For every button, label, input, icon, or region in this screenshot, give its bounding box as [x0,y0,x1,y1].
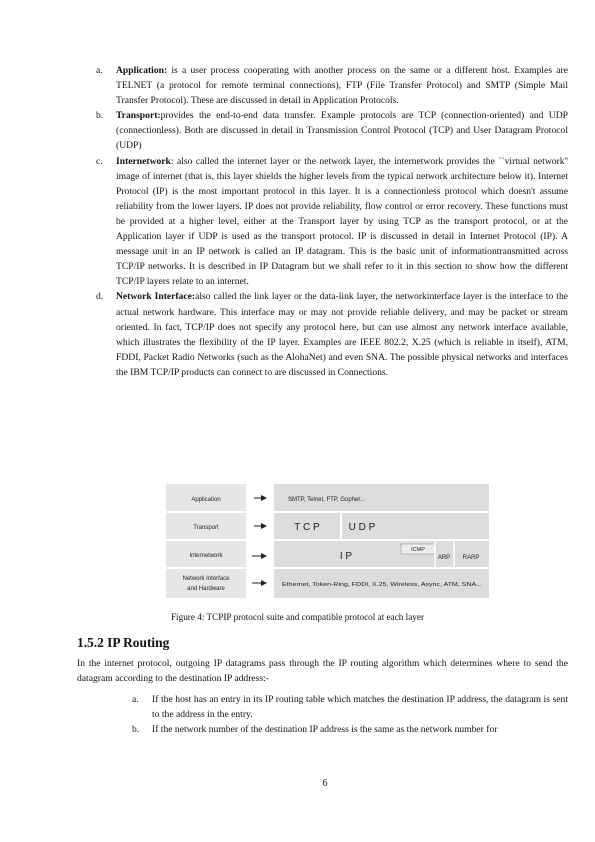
routing-step-text: If the host has an entry in its IP routing table which matches the destination IP address, the datagram is sent to the address in the entry. [152,694,568,721]
routing-steps-list [132,692,568,737]
rarp-label: RARP [462,555,480,561]
list-marker: a. [96,65,103,76]
layer-label-application: Application [191,497,221,503]
protocol-suite-diagram [166,484,489,598]
routing-step-text: If the network number of the destination IP address is the same as the network number for [152,724,498,736]
application-protocols: SMTP, Telnet, FTP, Gopher... [288,497,366,503]
layer-description: also called the link layer or the data-link layer, the networkinterface layer is the interface to the actual network hardware. This interface may or may not provide reliable delivery, and may be packet or stream oriented. In fact, TCP/IP does not specify any protocol here, but can use almost any network interface available, which illustrates the flexibility of the IP layer. Examples are IEEE 802.2, X.25 (which is reliable in itself), ATM, FDDI, Packet Radio Networks (such as the AlohaNet) and even SNA. The possible physical networks and interfaces the IBM TCP/IP products can connect to are discussed in Connections. [116,291,568,378]
layer-label-transport: Transport [193,525,219,531]
layer-term: Transport: [116,110,161,122]
ip-label: I P [339,551,353,562]
layer-label-network-interface: Network Interface [182,576,230,582]
page-number: 6 [322,778,328,789]
protocol-suite-figure [166,484,489,598]
list-item [96,108,568,153]
list-marker: c. [96,155,103,167]
layer-description: : also called the internet layer or the network layer, the internetwork provides the ``virtual network'' image of internet (that is, this layer shields the higher levels from the typical network architecture below it). Internet Protocol (IP) is the most important protocol in this layer. It is a connectionless protocol which doesn't assume reliability from the lower layers. IP does not provide reliability, flow control or error recovery. These functions must be provided at a higher level, either at the Transport layer by using TCP as the transport protocol, or at the Application layer if UDP is used as the transport protocol. IP is discussed in detail in Internet Protocol (IP). A message unit in an IP network is called an IP datagram. This is the basic unit of informationtransmitted across TCP/IP networks. It is described in IP Datagram but we shall refer to it in this section to show how the different TCP/IP layers relate to an internet. [116,155,568,288]
section-heading: 1.5.2 IP Routing [77,635,170,650]
layer-label-internetwork: Internetwork [189,553,223,559]
list-marker: b. [96,110,104,122]
list-item [96,154,568,290]
figure-caption: Figure 4: TCPIP protocol suite and compatible protocol at each layer [170,612,425,622]
icmp-label: ICMP [411,547,425,553]
list-item [96,63,568,108]
layer-term: Internetwork [116,155,171,167]
list-item [132,722,568,737]
list-marker: d. [96,291,104,303]
layer-description: is a user process cooperating with another process on the same or a different host. Examples are TELNET (a protocol for remote terminal connections), FTP (File Transfer Protocol) and SMTP (Simple Mail Transfer Protocol). These are discussed in detail in Application Protocols. [116,65,568,107]
list-item [96,289,568,380]
list-marker: a. [132,694,139,705]
layer-term: Network Interface: [116,291,196,303]
layer-definitions-list [96,63,568,380]
section-intro: In the internet protocol, outgoing IP datagrams pass through the IP routing algorithm which determines where to send the datagram according to the destination IP address:- [77,658,568,685]
list-item [132,692,568,722]
udp-label: U D P [348,522,376,533]
tcp-label: T C P [294,522,320,533]
arp-label: ARP [437,555,451,561]
network-interface-protocols: Ethernet, Token-Ring, FDDI, X.25, Wireless, Async, ATM, SNA... [282,582,483,588]
layer-description: provides the end-to-end data transfer. Example protocols are TCP (connection-oriented) and UDP (connectionless). Both are discussed in detail in Transmission Control Protocol (TCP) and User Datagram Protocol (UDP) [116,110,568,152]
layer-term: Application: [116,65,168,76]
list-marker: b. [132,724,140,736]
layer-label-hardware: and Hardware [187,586,225,592]
